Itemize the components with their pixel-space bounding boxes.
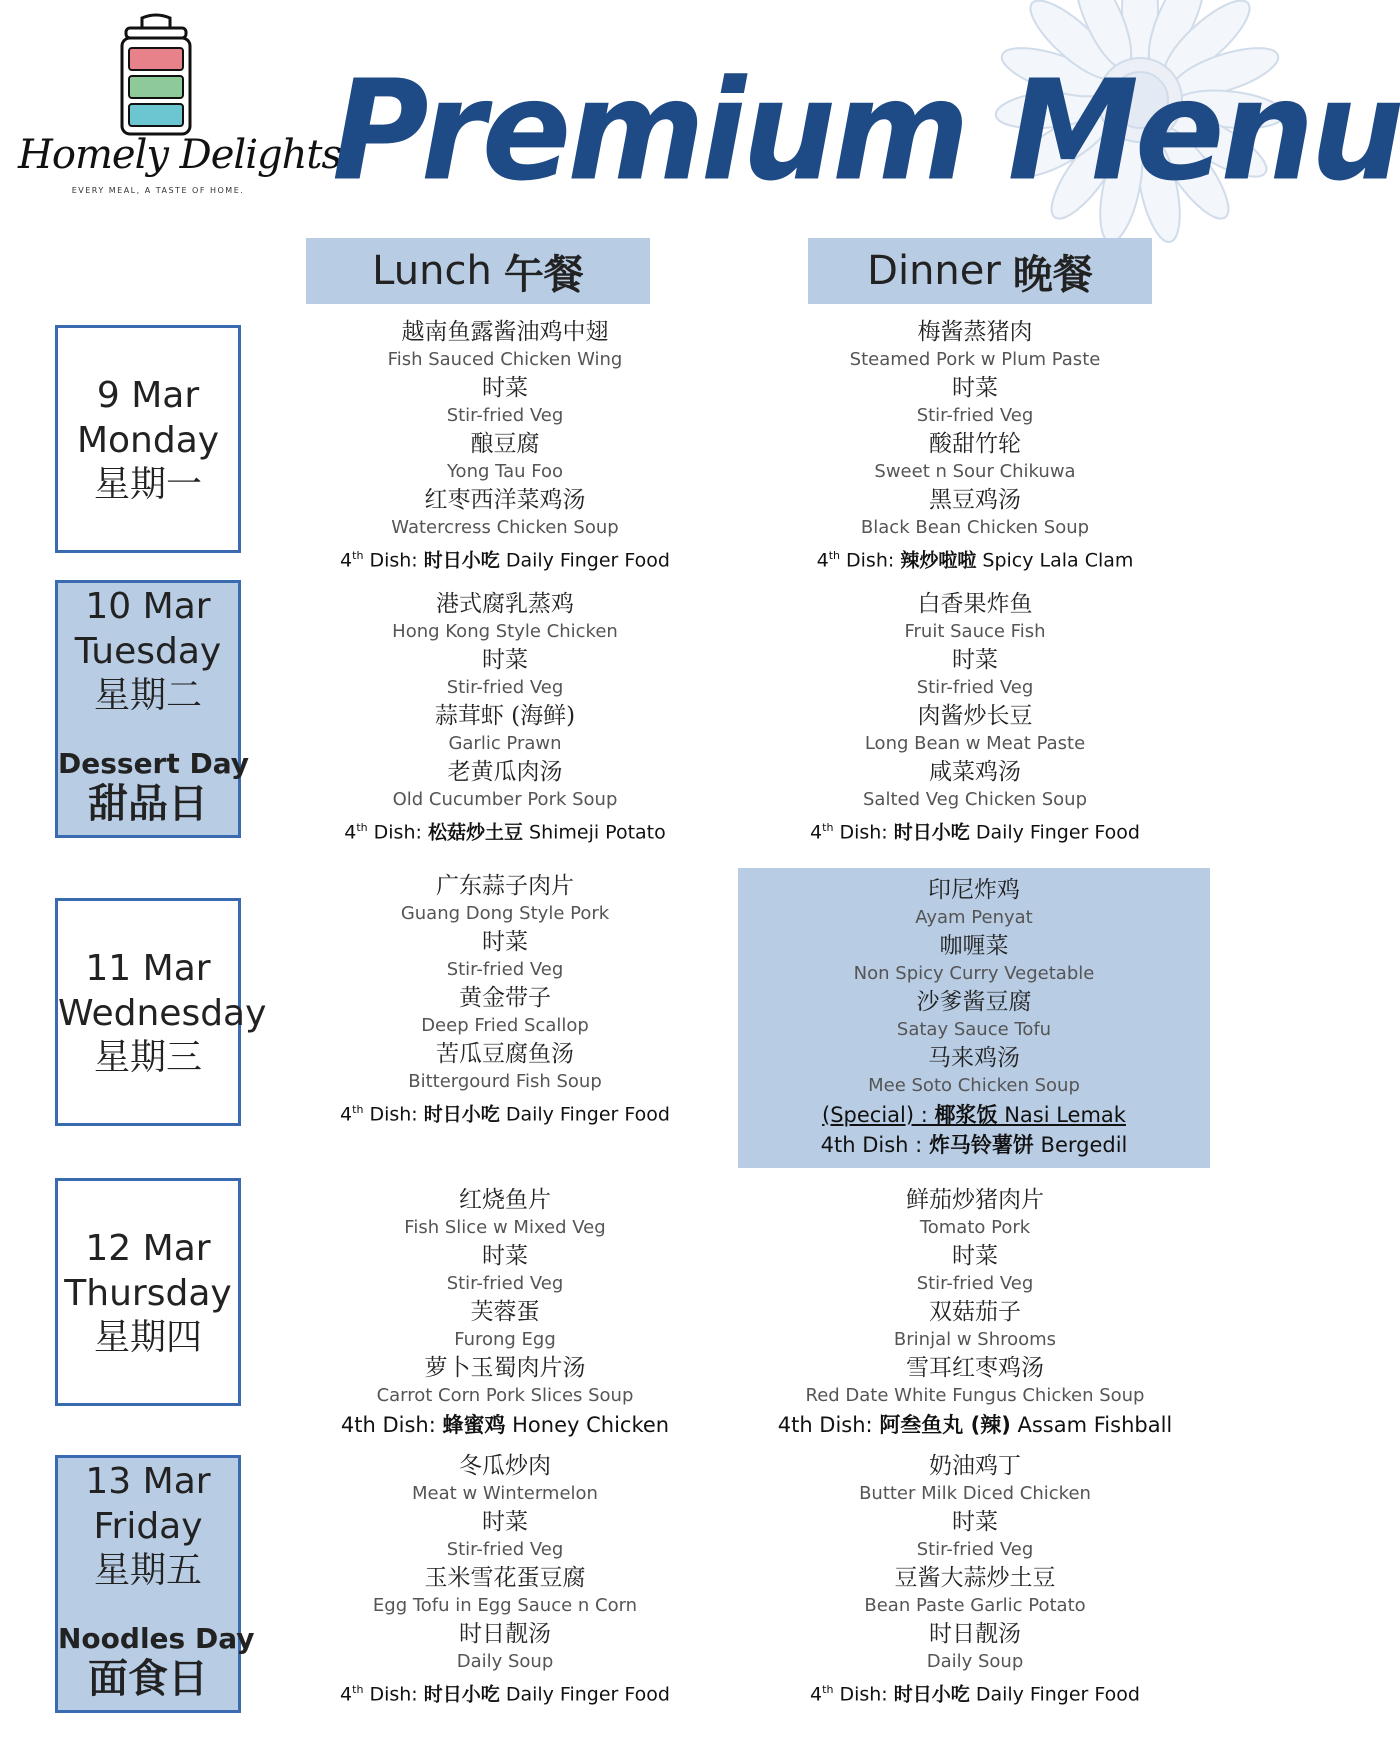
lunch-menu-friday — [265, 1452, 745, 1708]
day-box-monday — [55, 325, 241, 553]
dish-name-zh: 广东蒜子肉片 — [436, 873, 574, 899]
fourth-dish-ordinal: th — [822, 821, 834, 834]
dish-name-en: Hong Kong Style Chicken — [392, 621, 618, 642]
fourth-dish — [265, 1096, 745, 1128]
dish-name-zh: 港式腐乳蒸鸡 — [436, 591, 574, 617]
dish-name-zh: 马来鸡汤 — [928, 1045, 1020, 1071]
dish-name-zh: 红烧鱼片 — [459, 1187, 551, 1213]
dish-name-en: Fish Sauced Chicken Wing — [387, 349, 623, 370]
fourth-dish-number: 4 — [340, 1683, 353, 1706]
dish-name-zh: 黄金带子 — [459, 985, 551, 1011]
dinner-label: Dinner — [867, 248, 1001, 294]
dish-name-zh: 印尼炸鸡 — [928, 877, 1020, 903]
dish-name-zh: 酿豆腐 — [470, 431, 540, 457]
dish-name-en: Stir-fried Veg — [916, 1539, 1034, 1560]
dish-name-en: Old Cucumber Pork Soup — [392, 789, 618, 810]
fourth-dish-label: Dish: — [833, 1683, 894, 1706]
fourth-dish-zh: 阿叁鱼丸 (辣) — [879, 1413, 1011, 1437]
fourth-dish — [735, 814, 1215, 846]
dish-name-zh: 苦瓜豆腐鱼汤 — [436, 1041, 574, 1067]
special-dish-label: (Special) : — [822, 1103, 935, 1127]
dinner-column-header — [808, 238, 1152, 304]
dish-name-en: Long Bean w Meat Paste — [864, 733, 1086, 754]
fourth-dish-en: Daily Finger Food — [499, 1103, 670, 1126]
dish-name-zh: 黑豆鸡汤 — [929, 487, 1021, 513]
fourth-dish-zh: 炸马铃薯饼 — [928, 1133, 1034, 1157]
dish-name-en: Garlic Prawn — [448, 733, 562, 754]
fourth-dish — [735, 1676, 1215, 1708]
dish-name-en: Fruit Sauce Fish — [904, 621, 1046, 642]
lunch-label-zh: 午餐 — [503, 251, 584, 298]
dish-name-zh: 越南鱼露酱油鸡中翅 — [401, 319, 609, 345]
fourth-dish-ordinal: th — [352, 1103, 364, 1116]
fourth-dish-label: Dish: — [833, 821, 894, 844]
special-dish — [738, 1100, 1210, 1130]
fourth-dish-zh: 松菇炒土豆 — [427, 821, 523, 844]
dish-name-zh: 双菇茄子 — [929, 1299, 1021, 1325]
fourth-dish-ordinal: th — [352, 1683, 364, 1696]
dish-name-zh: 时菜 — [952, 1243, 998, 1269]
day-weekday-zh: 星期一 — [93, 464, 202, 506]
dish-name-en: Stir-fried Veg — [916, 677, 1034, 698]
dish-name-en: Stir-fried Veg — [916, 405, 1034, 426]
dish-name-en: Sweet n Sour Chikuwa — [874, 461, 1076, 482]
fourth-dish — [265, 542, 745, 574]
day-weekday-zh: 星期五 — [93, 1550, 202, 1592]
dish-name-zh: 鲜茄炒猪肉片 — [906, 1187, 1044, 1213]
fourth-dish-number: 4 — [810, 821, 823, 844]
dish-name-en: Stir-fried Veg — [446, 405, 564, 426]
fourth-dish-label: 4th Dish: — [340, 1413, 443, 1437]
dish-name-zh: 时日靓汤 — [459, 1621, 551, 1647]
dish-name-zh: 雪耳红枣鸡汤 — [906, 1355, 1044, 1381]
special-dish-zh: 椰浆饭 — [934, 1103, 998, 1127]
dish-name-zh: 时菜 — [952, 375, 998, 401]
page-title: Premium Menu — [332, 50, 1400, 213]
fourth-dish-en: Daily Finger Food — [499, 1683, 670, 1706]
day-weekday: Thursday — [64, 1272, 232, 1314]
day-weekday: Monday — [76, 419, 220, 461]
day-weekday: Friday — [93, 1505, 203, 1547]
dish-name-en: Egg Tofu in Egg Sauce n Corn — [372, 1595, 638, 1616]
day-box-tuesday — [55, 580, 250, 838]
dish-name-en: Salted Veg Chicken Soup — [862, 789, 1087, 810]
lunch-label: Lunch — [372, 248, 492, 294]
day-date: 12 Mar — [85, 1228, 211, 1269]
dish-name-en: Deep Fried Scallop — [421, 1015, 589, 1036]
dish-name-zh: 沙爹酱豆腐 — [916, 989, 1032, 1015]
dish-name-en: Stir-fried Veg — [446, 1273, 564, 1294]
dish-name-en: Bittergourd Fish Soup — [408, 1071, 602, 1092]
dish-name-zh: 时菜 — [482, 1243, 528, 1269]
tiffin-carrier-icon — [106, 14, 206, 138]
day-box-friday — [55, 1455, 255, 1713]
dish-name-en: Satay Sauce Tofu — [896, 1019, 1052, 1040]
fourth-dish-ordinal: th — [356, 821, 368, 834]
dish-name-zh: 红枣西洋菜鸡汤 — [424, 487, 586, 513]
fourth-dish-zh: 时日小吃 — [893, 821, 970, 844]
lunch-column-header — [306, 238, 650, 304]
special-dish-en: Nasi Lemak — [997, 1103, 1126, 1127]
special-day-label: Dessert Day — [58, 746, 250, 780]
fourth-dish-en: Daily Finger Food — [969, 821, 1140, 844]
dish-name-zh: 萝卜玉蜀肉片汤 — [424, 1355, 586, 1381]
day-box-wednesday — [55, 898, 267, 1126]
brand-logo — [18, 14, 341, 204]
dish-name-zh: 酸甜竹轮 — [929, 431, 1021, 457]
dish-name-zh: 咖喱菜 — [939, 933, 1009, 959]
dish-name-en: Tomato Pork — [919, 1217, 1031, 1238]
fourth-dish-number: 4 — [340, 1103, 353, 1126]
dish-name-en: Red Date White Fungus Chicken Soup — [805, 1385, 1145, 1406]
dish-name-zh: 豆酱大蒜炒土豆 — [894, 1565, 1056, 1591]
dish-name-zh: 老黄瓜肉汤 — [447, 759, 563, 785]
dish-name-zh: 时菜 — [482, 375, 528, 401]
fourth-dish-label: Dish: — [367, 821, 428, 844]
dish-name-zh: 咸菜鸡汤 — [929, 759, 1021, 785]
fourth-dish-number: 4 — [340, 549, 353, 572]
day-weekday: Wednesday — [58, 992, 267, 1034]
fourth-dish-label: Dish: — [839, 549, 901, 572]
dish-name-en: Stir-fried Veg — [446, 959, 564, 980]
dish-name-en: Ayam Penyat — [915, 907, 1033, 928]
dish-name-zh: 时菜 — [482, 929, 528, 955]
fourth-dish-label: Dish: — [363, 1683, 424, 1706]
dish-name-en: Steamed Pork w Plum Paste — [849, 349, 1101, 370]
dish-name-en: Daily Soup — [456, 1651, 554, 1672]
fourth-dish-zh: 辣炒啦啦 — [900, 549, 977, 572]
fourth-dish — [738, 1130, 1210, 1160]
fourth-dish-zh: 蜂蜜鸡 — [442, 1413, 506, 1437]
dish-name-en: Furong Egg — [454, 1329, 556, 1350]
dish-name-zh: 白香果炸鱼 — [917, 591, 1033, 617]
fourth-dish-en: Shimeji Potato — [522, 821, 666, 844]
fourth-dish-en: Daily Finger Food — [969, 1683, 1140, 1706]
dish-name-zh: 奶油鸡丁 — [929, 1453, 1021, 1479]
dish-name-en: Non Spicy Curry Vegetable — [853, 963, 1095, 984]
fourth-dish-en: Assam Fishball — [1010, 1413, 1173, 1437]
fourth-dish-en: Bergedil — [1033, 1133, 1128, 1157]
dinner-menu-wednesday — [738, 868, 1210, 1168]
dish-name-en: Carrot Corn Pork Slices Soup — [376, 1385, 634, 1406]
dish-name-en: Brinjal w Shrooms — [893, 1329, 1057, 1350]
day-date: 13 Mar — [85, 1461, 211, 1502]
fourth-dish-en: Spicy Lala Clam — [976, 549, 1134, 572]
day-weekday-zh: 星期二 — [93, 675, 202, 717]
dish-name-en: Stir-fried Veg — [446, 1539, 564, 1560]
dish-name-en: Stir-fried Veg — [916, 1273, 1034, 1294]
dish-name-zh: 冬瓜炒肉 — [459, 1453, 551, 1479]
day-date: 9 Mar — [96, 375, 200, 416]
lunch-menu-wednesday — [265, 872, 745, 1128]
dish-name-zh: 玉米雪花蛋豆腐 — [424, 1565, 586, 1591]
dish-name-zh: 芙蓉蛋 — [470, 1299, 540, 1325]
dish-name-zh: 时菜 — [482, 647, 528, 673]
lunch-menu-tuesday — [265, 590, 745, 846]
fourth-dish-zh: 时日小吃 — [423, 1683, 500, 1706]
fourth-dish-ordinal: th — [822, 1683, 834, 1696]
dish-name-en: Yong Tau Foo — [446, 461, 564, 482]
dinner-menu-friday — [735, 1452, 1215, 1708]
fourth-dish-number: 4 — [816, 549, 829, 572]
dish-name-zh: 梅酱蒸猪肉 — [917, 319, 1033, 345]
dish-name-en: Fish Slice w Mixed Veg — [404, 1217, 606, 1238]
dish-name-en: Meat w Wintermelon — [412, 1483, 598, 1504]
dinner-menu-tuesday — [735, 590, 1215, 846]
brand-tagline: EVERY MEAL, A TASTE OF HOME. — [71, 186, 245, 195]
fourth-dish-zh: 时日小吃 — [893, 1683, 970, 1706]
dinner-label-zh: 晚餐 — [1012, 251, 1093, 298]
fourth-dish-number: 4 — [810, 1683, 823, 1706]
lunch-menu-thursday — [265, 1186, 745, 1440]
fourth-dish-label: 4th Dish: — [777, 1413, 880, 1437]
dish-name-en: Black Bean Chicken Soup — [860, 517, 1090, 538]
day-date: 10 Mar — [85, 586, 211, 627]
day-date: 11 Mar — [85, 948, 211, 989]
dish-name-en: Watercress Chicken Soup — [391, 517, 619, 538]
dish-name-zh: 时菜 — [952, 647, 998, 673]
fourth-dish-en: Honey Chicken — [505, 1413, 670, 1437]
brand-name: Homely Delights — [18, 132, 341, 178]
fourth-dish — [265, 814, 745, 846]
dinner-menu-thursday — [735, 1186, 1215, 1440]
dish-name-zh: 时菜 — [482, 1509, 528, 1535]
day-weekday: Tuesday — [74, 630, 222, 672]
fourth-dish — [265, 1676, 745, 1708]
fourth-dish-ordinal: th — [828, 549, 840, 562]
fourth-dish-en: Daily Finger Food — [499, 549, 670, 572]
fourth-dish-number: 4 — [344, 821, 357, 844]
day-weekday-zh: 星期四 — [93, 1317, 202, 1359]
lunch-menu-monday — [265, 318, 745, 574]
fourth-dish-label: 4th Dish : — [820, 1133, 929, 1157]
dish-name-en: Bean Paste Garlic Potato — [864, 1595, 1086, 1616]
dish-name-en: Guang Dong Style Pork — [400, 903, 610, 924]
dish-name-zh: 肉酱炒长豆 — [917, 703, 1033, 729]
dish-name-en: Stir-fried Veg — [446, 677, 564, 698]
fourth-dish — [735, 1410, 1215, 1440]
dish-name-zh: 时菜 — [952, 1509, 998, 1535]
fourth-dish-zh: 时日小吃 — [423, 1103, 500, 1126]
special-day-label: Noodles Day — [58, 1621, 255, 1655]
fourth-dish-zh: 时日小吃 — [423, 549, 500, 572]
dish-name-zh: 时日靓汤 — [929, 1621, 1021, 1647]
fourth-dish — [265, 1410, 745, 1440]
dinner-menu-monday — [735, 318, 1215, 574]
fourth-dish-label: Dish: — [363, 1103, 424, 1126]
fourth-dish — [735, 542, 1215, 574]
day-box-thursday — [55, 1178, 241, 1406]
day-weekday-zh: 星期三 — [93, 1037, 202, 1079]
fourth-dish-ordinal: th — [352, 549, 364, 562]
dish-name-en: Butter Milk Diced Chicken — [859, 1483, 1091, 1504]
dish-name-zh: 蒜茸虾 (海鲜) — [434, 703, 576, 729]
dish-name-en: Mee Soto Chicken Soup — [868, 1075, 1080, 1096]
dish-name-en: Daily Soup — [926, 1651, 1024, 1672]
special-day-label-zh: 面食日 — [88, 1655, 208, 1702]
fourth-dish-label: Dish: — [363, 549, 424, 572]
special-day-label-zh: 甜品日 — [88, 780, 208, 827]
